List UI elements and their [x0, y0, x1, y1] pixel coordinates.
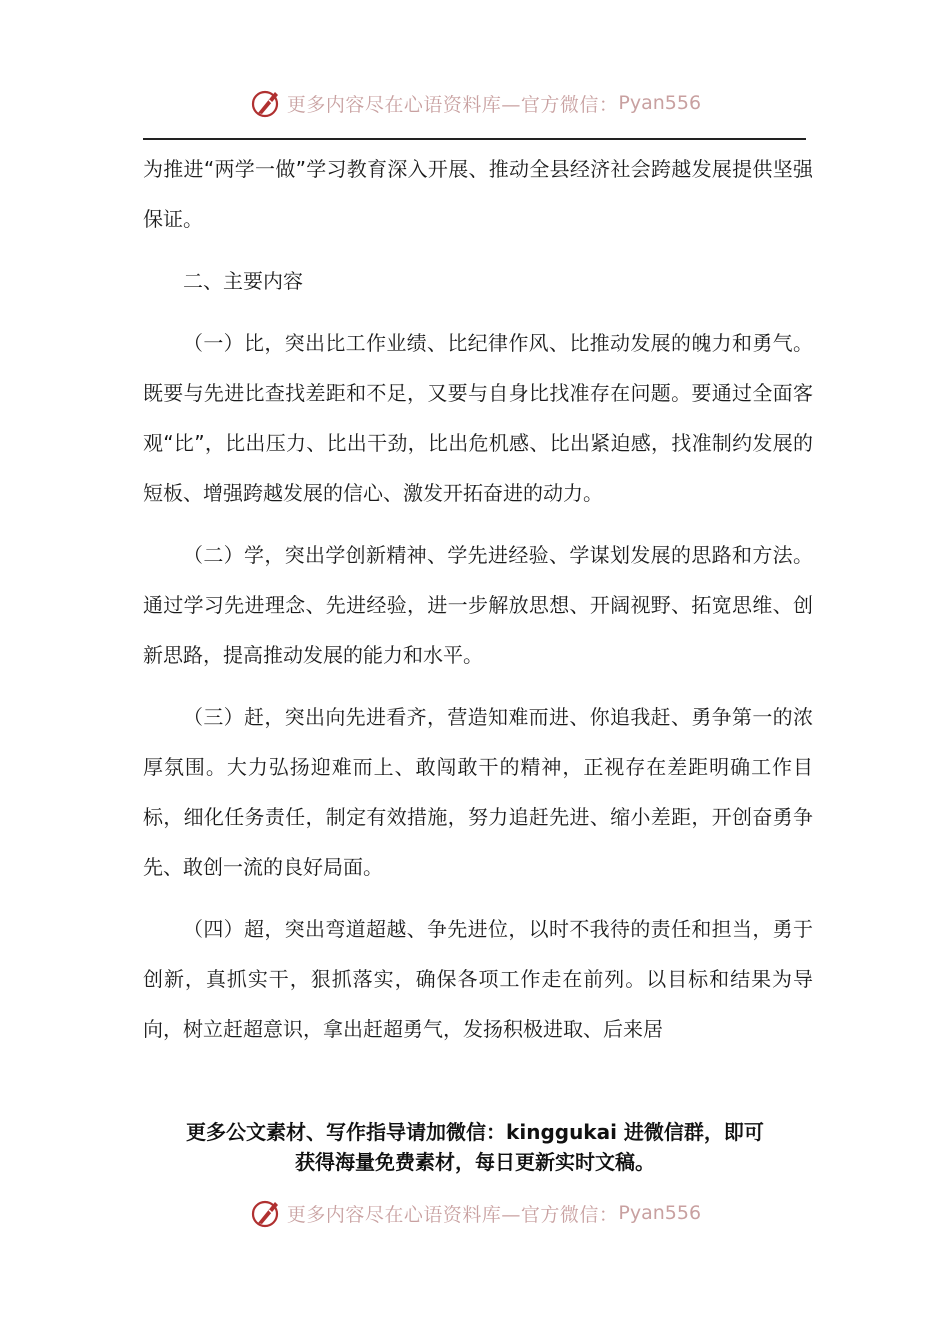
quill-logo-icon	[249, 1196, 283, 1230]
header-banner-text: 更多内容尽在心语资料库—官方微信：	[286, 93, 619, 116]
section-heading: 二、主要内容	[183, 269, 303, 293]
header-banner-id: Pyan556	[618, 92, 702, 114]
paragraph-surpass: （四）超，突出弯道超越、争先进位，以时不我待的责任和担当，勇于创新，真抓实干，狠抓落实，确保各项工作走在前列。以目标和结果为导向，树立赶超意识，拿出赶超勇气，发扬积极进取、后来居	[143, 917, 813, 1041]
footer-note-line-1: 更多公文素材、写作指导请加微信：kinggukai 进微信群，即可	[186, 1120, 764, 1144]
quill-logo-icon	[249, 86, 283, 120]
footer-banner-id: Pyan556	[618, 1202, 702, 1224]
header-banner	[0, 83, 950, 123]
paragraph-intro: 为推进“两学一做”学习教育深入开展、推动全县经济社会跨越发展提供坚强保证。	[143, 157, 813, 231]
header-divider	[143, 138, 806, 140]
paragraph-learn: （二）学，突出学创新精神、学先进经验、学谋划发展的思路和方法。通过学习先进理念、先进经验，进一步解放思想、开阔视野、拓宽思维、创新思路，提高推动发展的能力和水平。	[143, 543, 813, 667]
footer-banner-text: 更多内容尽在心语资料库—官方微信：	[286, 1203, 619, 1226]
document-body	[143, 144, 813, 1066]
paragraph-catch-up: （三）赶，突出向先进看齐，营造知难而进、你追我赶、勇争第一的浓厚氛围。大力弘扬迎难而上、敢闯敢干的精神，正视存在差距明确工作目标，细化任务责任，制定有效措施，努力追赶先进、缩小差距，开创奋勇争先、敢创一流的良好局面。	[143, 705, 813, 879]
paragraph-compare: （一）比，突出比工作业绩、比纪律作风、比推动发展的魄力和勇气。既要与先进比查找差距和不足，又要与自身比找准存在问题。要通过全面客观“比”，比出压力、比出干劲，比出危机感、比出紧迫感，找准制约发展的短板、增强跨越发展的信心、激发开拓奋进的动力。	[143, 331, 813, 505]
footer-note-line-2: 获得海量免费素材，每日更新实时文稿。	[295, 1150, 655, 1174]
footer-note	[150, 1117, 800, 1177]
footer-banner	[0, 1193, 950, 1233]
